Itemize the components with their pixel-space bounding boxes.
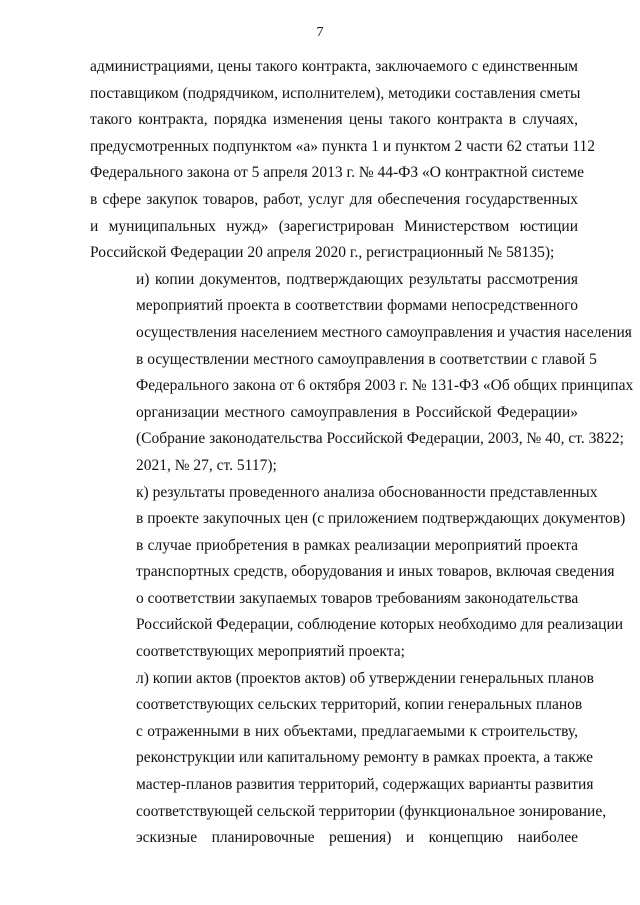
text-line: эскизные планировочные решения) и концепцию наиболее xyxy=(136,829,578,847)
text-line: мастер-планов развития территорий, содержащих варианты развития xyxy=(136,776,594,794)
text-line: в сфере закупок товаров, работ, услуг для обеспечения государственных xyxy=(90,190,578,208)
text-line: осуществления населением местного самоуправления и участия населения xyxy=(136,323,632,341)
text-line: л) копии актов (проектов актов) об утверждении генеральных планов xyxy=(136,669,594,687)
text-line: Федерального закона от 5 апреля 2013 г. № 44-ФЗ «О контрактной системе xyxy=(90,164,584,182)
text-line: соответствующих сельских территорий, копии генеральных планов xyxy=(136,696,583,714)
paragraph-item-k xyxy=(90,480,626,666)
text-line: в осуществлении местного самоуправления в соответствии с главой 5 xyxy=(136,350,597,368)
paragraph-item-l xyxy=(90,666,607,852)
text-line: реконструкции или капитальному ремонту в рамках проекта, а также xyxy=(136,749,593,767)
document-body xyxy=(90,54,634,852)
text-line: с отраженными в них объектами, предлагаемыми к строительству, xyxy=(136,722,578,740)
text-line: 2021, № 27, ст. 5117); xyxy=(136,456,277,474)
text-line: Российской Федерации, соблюдение которых необходимо для реализации xyxy=(136,616,624,634)
text-line: соответствующих мероприятий проекта; xyxy=(136,643,405,661)
text-line: администрациями, цены такого контракта, заключаемого с единственным xyxy=(90,58,578,75)
text-line: транспортных средств, оборудования и иных товаров, включая сведения xyxy=(136,563,615,581)
text-line: и муниципальных нужд» (зарегистрирован Министерством юстиции xyxy=(90,217,578,235)
text-line: в проекте закупочных цен (с приложением подтверждающих документов) xyxy=(136,510,626,528)
text-line: предусмотренных подпунктом «а» пункта 1 и пунктом 2 части 62 статьи 112 xyxy=(90,137,595,155)
text-line: соответствующей сельской территории (функциональное зонирование, xyxy=(136,802,607,820)
text-line: организации местного самоуправления в Российской Федерации» xyxy=(136,403,578,421)
text-line: такого контракта, порядка изменения цены такого контракта в случаях, xyxy=(90,111,578,129)
text-line: о соответствии закупаемых товаров требованиям законодательства xyxy=(136,589,579,607)
text-line: (Собрание законодательства Российской Федерации, 2003, № 40, ст. 3822; xyxy=(136,430,624,448)
text-line: к) результаты проведенного анализа обоснованности представленных xyxy=(136,483,598,501)
paragraph-item-i xyxy=(90,267,634,480)
paragraph-continuation xyxy=(90,54,595,267)
text-line: и) копии документов, подтверждающих результаты рассмотрения xyxy=(136,270,578,288)
text-line: Российской Федерации 20 апреля 2020 г., регистрационный № 58135); xyxy=(90,244,555,262)
page-number: 7 xyxy=(316,25,324,40)
text-line: мероприятий проекта в соответствии формами непосредственного xyxy=(136,297,578,315)
text-line: в случае приобретения в рамках реализации мероприятий проекта xyxy=(136,536,578,554)
text-line: поставщиком (подрядчиком, исполнителем), методики составления сметы xyxy=(90,84,581,102)
text-line: Федерального закона от 6 октября 2003 г. № 131-ФЗ «Об общих принципах xyxy=(136,377,634,395)
